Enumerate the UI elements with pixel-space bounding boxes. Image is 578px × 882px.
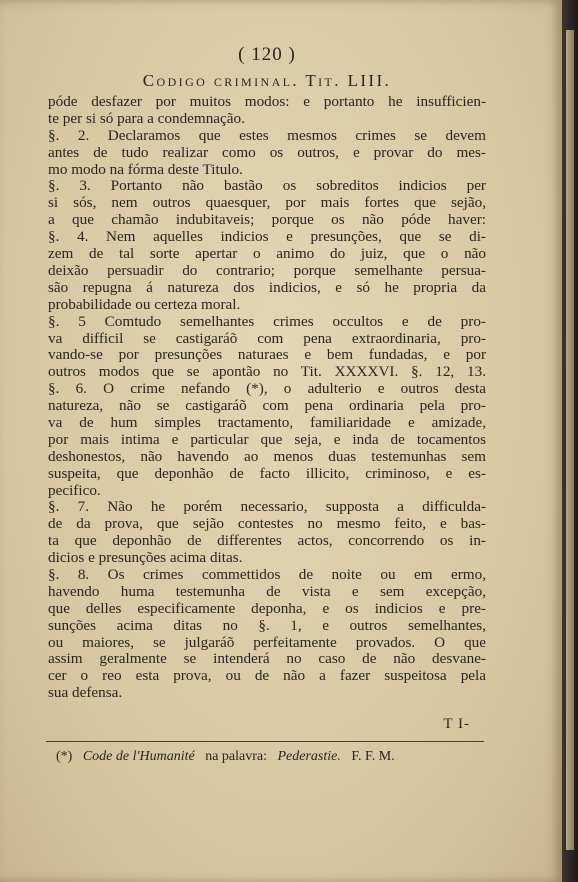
footnote-rule — [46, 741, 484, 742]
text-line: suspeita, que deponhão de facto illicito, criminoso, e es- — [48, 465, 486, 482]
text-line: de da prova, que sejão contestes no mesmo feito, e bas- — [48, 516, 486, 533]
running-head: Codigo criminal. Tit. LIII. — [142, 71, 392, 90]
text-line: te per si só para a condemnação. — [48, 110, 245, 127]
text-line: que delles especificamente deponha, e os indicios e pre- — [48, 600, 486, 617]
text-line: havendo huma testemunha de vista e sem excepção, — [48, 583, 486, 600]
text-line: deixão persuadir do contrario; porque semelhante persua- — [48, 262, 486, 279]
text-line: assim geralmente se intenderá no caso de não desvane- — [48, 651, 486, 668]
text-line: ou maiores, se julgaráõ perfeitamente provados. O que — [48, 634, 486, 651]
text-line: §. 8. Os crimes commettidos de noite ou em ermo, — [48, 567, 486, 584]
text-line: pecifico. — [48, 482, 101, 499]
footnote-marker: (*) — [56, 749, 73, 764]
text-line: §. 3. Portanto não bastão os sobreditos indicios per — [48, 178, 486, 195]
text-line: zem de tal sorte apertar o animo do juiz, que o não — [48, 246, 486, 263]
text-line: sua defensa. — [48, 685, 123, 702]
text-line: va difficil se castigaráõ com pena extraordinaria, pro- — [48, 330, 486, 347]
text-line: §. 6. O crime nefando (*), o adulterio e outros desta — [48, 381, 486, 398]
catchword: T I- — [443, 716, 470, 733]
text-line: são repugna á natureza dos indicios, e só he propria da — [48, 279, 486, 296]
text-line: deshonestos, não havendo ao menos duas testemunhas sem — [48, 448, 486, 465]
footnote-source: Code de l'Humanité — [82, 749, 195, 764]
page-number: ( 120 ) — [238, 44, 296, 65]
page-text — [48, 42, 486, 734]
text-line: sunções acima ditas no §. 1, e outros semelhantes, — [48, 617, 486, 634]
text-line: por mais intima e particular que seja, e inda de tocamentos — [48, 431, 486, 448]
text-line: §. 5 Comtudo semelhantes crimes occultos e de pro- — [48, 313, 486, 330]
text-line: ta que deponhão de differentes actos, concorrendo os in- — [48, 533, 486, 550]
text-line: §. 4. Nem aquelles indicios e presunções, que se di- — [48, 229, 486, 246]
text-line: va de hum simples tractamento, familiaridade e amizade, — [48, 414, 486, 431]
text-line: dicios e presunções acima ditas. — [48, 550, 243, 567]
text-line: póde desfazer por muitos modos: e portanto he insufficien- — [48, 94, 486, 110]
text-line: §. 2. Declaramos que estes mesmos crimes se devem — [48, 127, 486, 144]
footnote-middle: na palavra: — [205, 749, 267, 764]
next-page-edge — [566, 30, 574, 850]
footnote — [56, 749, 486, 765]
text-line: cer o reo esta prova, ou de não a fazer suspeitosa pela — [48, 668, 486, 685]
text-line: a que chamão indubitaveis; porque os não póde haver: — [48, 212, 486, 229]
text-line: probabilidade ou certeza moral. — [48, 296, 241, 313]
text-line: natureza, não se castigaráõ com pena ordinaria pela pro- — [48, 398, 486, 415]
text-line: antes de tudo realizar como os outros, e provar do mes- — [48, 144, 486, 161]
text-line: si sós, nem outros quaesquer, por mais fortes que sejão, — [48, 195, 486, 212]
footnote-term: Pederastie. — [277, 749, 341, 764]
text-line: mo modo na fórma deste Titulo. — [48, 161, 243, 178]
footnote-signature: F. F. M. — [351, 749, 395, 764]
text-line: vando-se por presunções naturaes e bem fundadas, e por — [48, 347, 486, 364]
text-line: §. 7. Não he porém necessario, supposta a difficulda- — [48, 499, 486, 516]
book-binding-edge — [562, 0, 578, 882]
body-text — [48, 94, 486, 702]
text-line: outros modos que se apontão no Tit. XXXXVI. §. 12, 13. — [48, 364, 486, 381]
